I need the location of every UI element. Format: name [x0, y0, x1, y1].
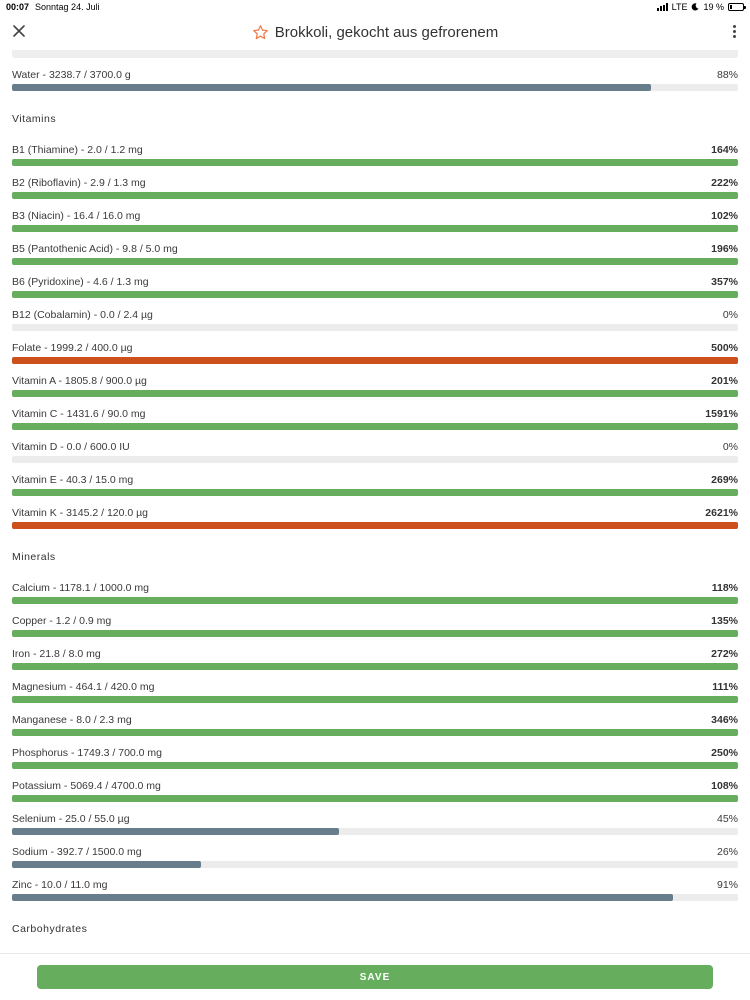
nutrient-row [0, 58, 750, 91]
nutrient-percent: 26% [716, 846, 738, 858]
nutrient-label: B3 (Niacin) - 16.4 / 16.0 mg [12, 210, 141, 222]
nutrient-row [0, 397, 750, 430]
title-group [252, 24, 498, 41]
nutrient-percent: 0% [722, 441, 738, 453]
nutrient-row [0, 298, 750, 331]
nutrient-percent: 2621% [705, 507, 738, 519]
nutrient-percent: 91% [716, 879, 738, 891]
progress-fill [12, 84, 651, 91]
progress-fill [12, 861, 201, 868]
progress-track [12, 522, 738, 529]
progress-track [12, 456, 738, 463]
progress-track [12, 795, 738, 802]
battery-percent: 19 % [703, 2, 724, 12]
nutrient-row [0, 835, 750, 868]
progress-fill [12, 828, 339, 835]
signal-icon [657, 3, 668, 11]
nutrient-percent: 346% [711, 714, 738, 726]
nutrient-percent: 164% [711, 144, 738, 156]
nutrient-percent: 222% [711, 177, 738, 189]
nutrient-percent: 196% [711, 243, 738, 255]
page-title: Brokkoli, gekocht aus gefrorenem [274, 23, 499, 41]
section-header [0, 91, 750, 133]
general-section [0, 58, 750, 91]
nutrient-percent: 272% [711, 648, 738, 660]
progress-fill [12, 630, 738, 637]
progress-fill [12, 291, 738, 298]
close-button[interactable] [8, 18, 30, 44]
nutrient-label: Folate - 1999.2 / 400.0 µg [12, 342, 133, 354]
nutrient-row [0, 232, 750, 265]
nutrient-row [0, 496, 750, 529]
nutrient-percent: 269% [711, 474, 738, 486]
nutrient-percent: 118% [711, 582, 738, 594]
nutrient-percent: 45% [716, 813, 738, 825]
progress-track [12, 861, 738, 868]
nutrient-label: Manganese - 8.0 / 2.3 mg [12, 714, 132, 726]
footer-bar [0, 953, 750, 1000]
progress-fill [12, 357, 738, 364]
status-indicators [657, 2, 744, 12]
section-title: Vitamins [12, 113, 57, 125]
progress-track [12, 630, 738, 637]
progress-track [12, 390, 738, 397]
progress-track [12, 828, 738, 835]
nutrient-row [0, 166, 750, 199]
nutrient-percent: 357% [711, 276, 738, 288]
battery-icon [728, 3, 744, 11]
progress-track [12, 597, 738, 604]
nutrient-percent: 1591% [705, 408, 738, 420]
progress-fill [12, 597, 738, 604]
moon-icon [691, 3, 699, 11]
nutrient-label: Water - 3238.7 / 3700.0 g [12, 69, 131, 81]
progress-track [12, 489, 738, 496]
progress-fill [12, 390, 738, 397]
nutrient-label: Vitamin E - 40.3 / 15.0 mg [12, 474, 134, 486]
nutrient-row [0, 133, 750, 166]
favorite-button[interactable] [252, 24, 269, 41]
nutrient-row [0, 703, 750, 736]
nutrient-row [0, 868, 750, 901]
nutrient-percent: 250% [711, 747, 738, 759]
nutrient-percent: 500% [711, 342, 738, 354]
progress-track [12, 225, 738, 232]
nutrient-label: B12 (Cobalamin) - 0.0 / 2.4 µg [12, 309, 153, 321]
more-vertical-icon [733, 25, 736, 38]
progress-fill [12, 663, 738, 670]
progress-fill [12, 159, 738, 166]
nutrient-row [0, 670, 750, 703]
nutrient-percent: 135% [711, 615, 738, 627]
nutrient-row [0, 199, 750, 232]
previous-bar-strip [12, 50, 738, 58]
nutrient-label: Vitamin K - 3145.2 / 120.0 µg [12, 507, 149, 519]
progress-track [12, 894, 738, 901]
nutrient-percent: 102% [711, 210, 738, 222]
nutrient-label: Phosphorus - 1749.3 / 700.0 mg [12, 747, 163, 759]
nutrient-label: Selenium - 25.0 / 55.0 µg [12, 813, 130, 825]
nutrient-row [0, 430, 750, 463]
nutrient-row [0, 463, 750, 496]
progress-fill [12, 762, 738, 769]
progress-fill [12, 522, 738, 529]
nutrient-percent: 108% [711, 780, 738, 792]
progress-track [12, 324, 738, 331]
progress-track [12, 762, 738, 769]
nutrient-row [0, 637, 750, 670]
progress-fill [12, 423, 738, 430]
progress-fill [12, 192, 738, 199]
progress-fill [12, 696, 738, 703]
progress-fill [12, 225, 738, 232]
nutrient-row [0, 736, 750, 769]
progress-fill [12, 795, 738, 802]
nutrient-label: B5 (Pantothenic Acid) - 9.8 / 5.0 mg [12, 243, 178, 255]
progress-fill [12, 894, 673, 901]
nutrient-row [0, 802, 750, 835]
nutrient-label: Vitamin A - 1805.8 / 900.0 µg [12, 375, 147, 387]
nutrient-row [0, 769, 750, 802]
network-label: LTE [671, 2, 688, 12]
progress-track [12, 192, 738, 199]
nutrient-label: Copper - 1.2 / 0.9 mg [12, 615, 112, 627]
progress-track [12, 729, 738, 736]
section-header [0, 901, 750, 943]
progress-fill [12, 489, 738, 496]
progress-track [12, 291, 738, 298]
star-outline-icon [252, 24, 269, 41]
progress-track [12, 84, 738, 91]
close-icon [13, 25, 25, 37]
nutrient-label: Iron - 21.8 / 8.0 mg [12, 648, 101, 660]
status-time: 00:07 [6, 2, 30, 12]
progress-track [12, 663, 738, 670]
nutrient-label: Magnesium - 464.1 / 420.0 mg [12, 681, 155, 693]
nutrient-row [0, 265, 750, 298]
nutrient-label: B6 (Pyridoxine) - 4.6 / 1.3 mg [12, 276, 149, 288]
section-header [0, 529, 750, 571]
nutrient-label: B1 (Thiamine) - 2.0 / 1.2 mg [12, 144, 143, 156]
progress-fill [12, 729, 738, 736]
progress-fill [12, 258, 738, 265]
nutrient-label: Vitamin D - 0.0 / 600.0 IU [12, 441, 130, 453]
section-title: Minerals [12, 551, 56, 563]
nutrient-row [0, 331, 750, 364]
status-date: Sonntag 24. Juli [35, 2, 100, 12]
nutrient-percent: 111% [712, 681, 738, 693]
nutrient-list[interactable] [0, 50, 750, 953]
progress-track [12, 159, 738, 166]
section-title: Carbohydrates [12, 923, 88, 935]
app-header [0, 14, 750, 50]
nutrient-percent: 0% [722, 309, 738, 321]
nutrient-row [0, 604, 750, 637]
nutrient-label: Potassium - 5069.4 / 4700.0 mg [12, 780, 161, 792]
progress-track [12, 423, 738, 430]
nutrient-percent: 201% [711, 375, 738, 387]
progress-track [12, 696, 738, 703]
status-bar [0, 0, 750, 14]
nutrient-row [0, 364, 750, 397]
save-button[interactable]: SAVE [37, 965, 713, 989]
nutrient-label: Calcium - 1178.1 / 1000.0 mg [12, 582, 149, 594]
nutrient-label: Zinc - 10.0 / 11.0 mg [12, 879, 108, 891]
nutrient-row [0, 571, 750, 604]
nutrient-label: Vitamin C - 1431.6 / 90.0 mg [12, 408, 146, 420]
progress-track [12, 357, 738, 364]
more-options-button[interactable] [728, 18, 740, 44]
nutrient-sections [0, 91, 750, 976]
nutrient-percent: 88% [716, 69, 738, 81]
nutrient-label: Sodium - 392.7 / 1500.0 mg [12, 846, 142, 858]
nutrient-label: B2 (Riboflavin) - 2.9 / 1.3 mg [12, 177, 146, 189]
progress-track [12, 258, 738, 265]
